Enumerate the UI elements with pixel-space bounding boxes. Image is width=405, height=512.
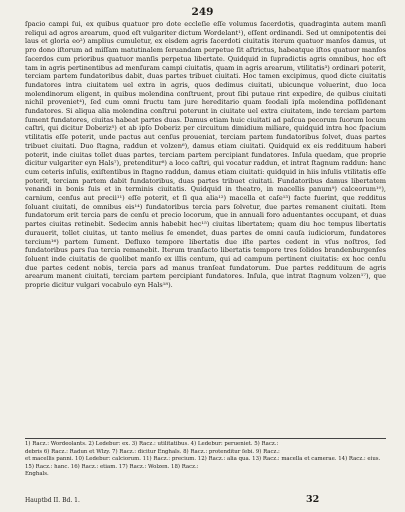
footnotes	[25, 441, 386, 479]
signature-mark: Hauptbd II. Bd. 1.	[25, 497, 80, 504]
footnote-line: debris 6) Racz.: Radun et Wlzy. 7) Racz.: dicitur Enghals. 8) Racz.: protenditur ſebi. 9) Racz.:	[25, 448, 280, 455]
footnote-line: Enghals.	[25, 471, 49, 478]
charter-paragraph: ſpacio campi ſui, ex quibus quatuor pro dote eccleſie eſſe volumus ſacerdotis, quadraginta autem manſi reliqui ad agros arearum, quod eſt vulgariter dictum Wordelant¹), eſſent ordinandi. Sed ut omnipotentis dei laus et gloria eo²) amplius cumuletur, ex eisdem agris ſacerdoti ciuitatis iterum quatuor manſos damus, ut pro dono iſtorum ad miſſam matutinalem ſeruandam perpetue ſit aſtrictus, habeatque iſtos quatuor manſos ſacerdos cum prioribus quatuor manſis perpetua libertate. Quidquid in ſupradictis agris omnibus, hoc eſt tam in agris pertinentibus ad menſuram campi ciuitatis, quam in agris arearum, vtilitatis³) ordinari poterit, terciam partem fundatoribus dabit, duas partes tribuet ciuitati. Hoc tamen excipimus, quod dicte ciuitatis fundatores intra ciuitatem uel extra in agris, quos dedimus ciuitati, ubicunque voluerint, duo loca molendinorum eligent, in quibus molendina conſtruent, prout ſibi putaue rint expedire, de quibus ciuitati nichil proveniet⁴), ſed cum omni fructu tam jure hereditario quam feodali ipſa molendina poſſidenant fundatores. Si aliqua alia molendina conſtrui poterunt in ciuitate uel extra ciuitatem, inde terciam partem ſument fundatores, ciuitas habeat partes duas. Damus etiam huic ciuitati ad paſcua pecorum ſuorum locum caſtri, qui dicitur Doberiz⁵) et ab ipſo Doberiz per circuitum dimidium miliare, quidquid intra hoc ſpacium vtilitatis eſſe poterit, unde pactus aut cenſus proueniat, terciam partem fundatoribus ſolvet, duas partes tribuet ciuitati. Duo ſtagna, raddun et volzen⁶), damus etiam ciuitati. Quidquid ex eis reddituum haberi poterit, inde ciuitas tollet duas partes, terciam partem percipiant fundatores. Inſula quedam, que proprie dicitur vulgariter eyn Hals⁷), pretenditur⁸) a loco caſtri, qui vocatur raddun, et intrat ſtagnum raddun: hanc cum ceteris inſulis, exiſtentibus in ſtagno raddun, damus etiam ciuitati: quidquid in hiis inſulis vtilitatis eſſe poterit, terciam partem dabit fundatoribus, duas partes tribuet ciuitati. Fundatoribus damus libertatem venandi in bonis ſuis et in terminis ciuitatis. Quidquid in theatro, in macellis panum⁹) calceorum¹⁰), carnium, cenſus aut precii¹¹) eſſe poterit, et ſi qua alia¹²) macella et caſe¹³) facte fuerint, que redditus ſoluant ciuitati, de omnibus eis¹⁴) fundatoribus tercia pars ſolvetur, due partes remanent ciuitati. Item fundatorum erit tercia pars de cenſu et precio locorum, que in annuali foro aduentantes occupant, et duas partes ciuitas retinebit. Sedecim annis habebit hec¹⁵) ciuitas libertatem; quam diu hoc tempus libertatis durauerit, tollet ciuitas, ut tanto melius ſe emendet, duas partes de omni cauſa iudiciorum, fundatores tercium¹⁶) partem ſument. Defluxo tempore libertatis due iſte partes cedent in vſus noſtros, ſed fundatoribus pars ſua tercia remanebit. Iterum tranſacto libertatis tempore tres ſolidos brandenburgenſes ſoluent inde ciuitatis de quolibet manſo ex illis centum, qui ad campum pertinent ciuitatis: ex hoc cenſu due partes cedent nobis, tercia pars ad manus tranſeat fundatorum. Due partes reddituum de agris arearum manent ciuitati, terciam partem percipiant fundatores. Inſula, que intrat ſtagnum volzen¹⁷), que proprie dicitur vulgari vocabulo eyn Hals¹⁸).	[25, 20, 386, 290]
footnote-line: et macellis panni. 10) Ledebur: calciorum. 11) Racz.: precium. 12) Racz.: alia qua. 13) Racz.: macella et camerae. 14) Racz.: eius. 15) Racz.: hanc. 16) Racz.: etiam. 17) Racz.: Wolzen. 18) Racz.:	[25, 456, 381, 470]
sheet-signature: 32	[306, 494, 320, 505]
footnote-line: 1) Racz.: Wordeolants. 2) Ledebur: ex. 3) Racz.: utilitatibus. 4) Ledebur: perueniet. 5) Racz.:	[25, 441, 279, 447]
footnote-divider	[25, 438, 386, 439]
charter-text	[25, 20, 386, 290]
page-number: 249	[191, 6, 214, 18]
